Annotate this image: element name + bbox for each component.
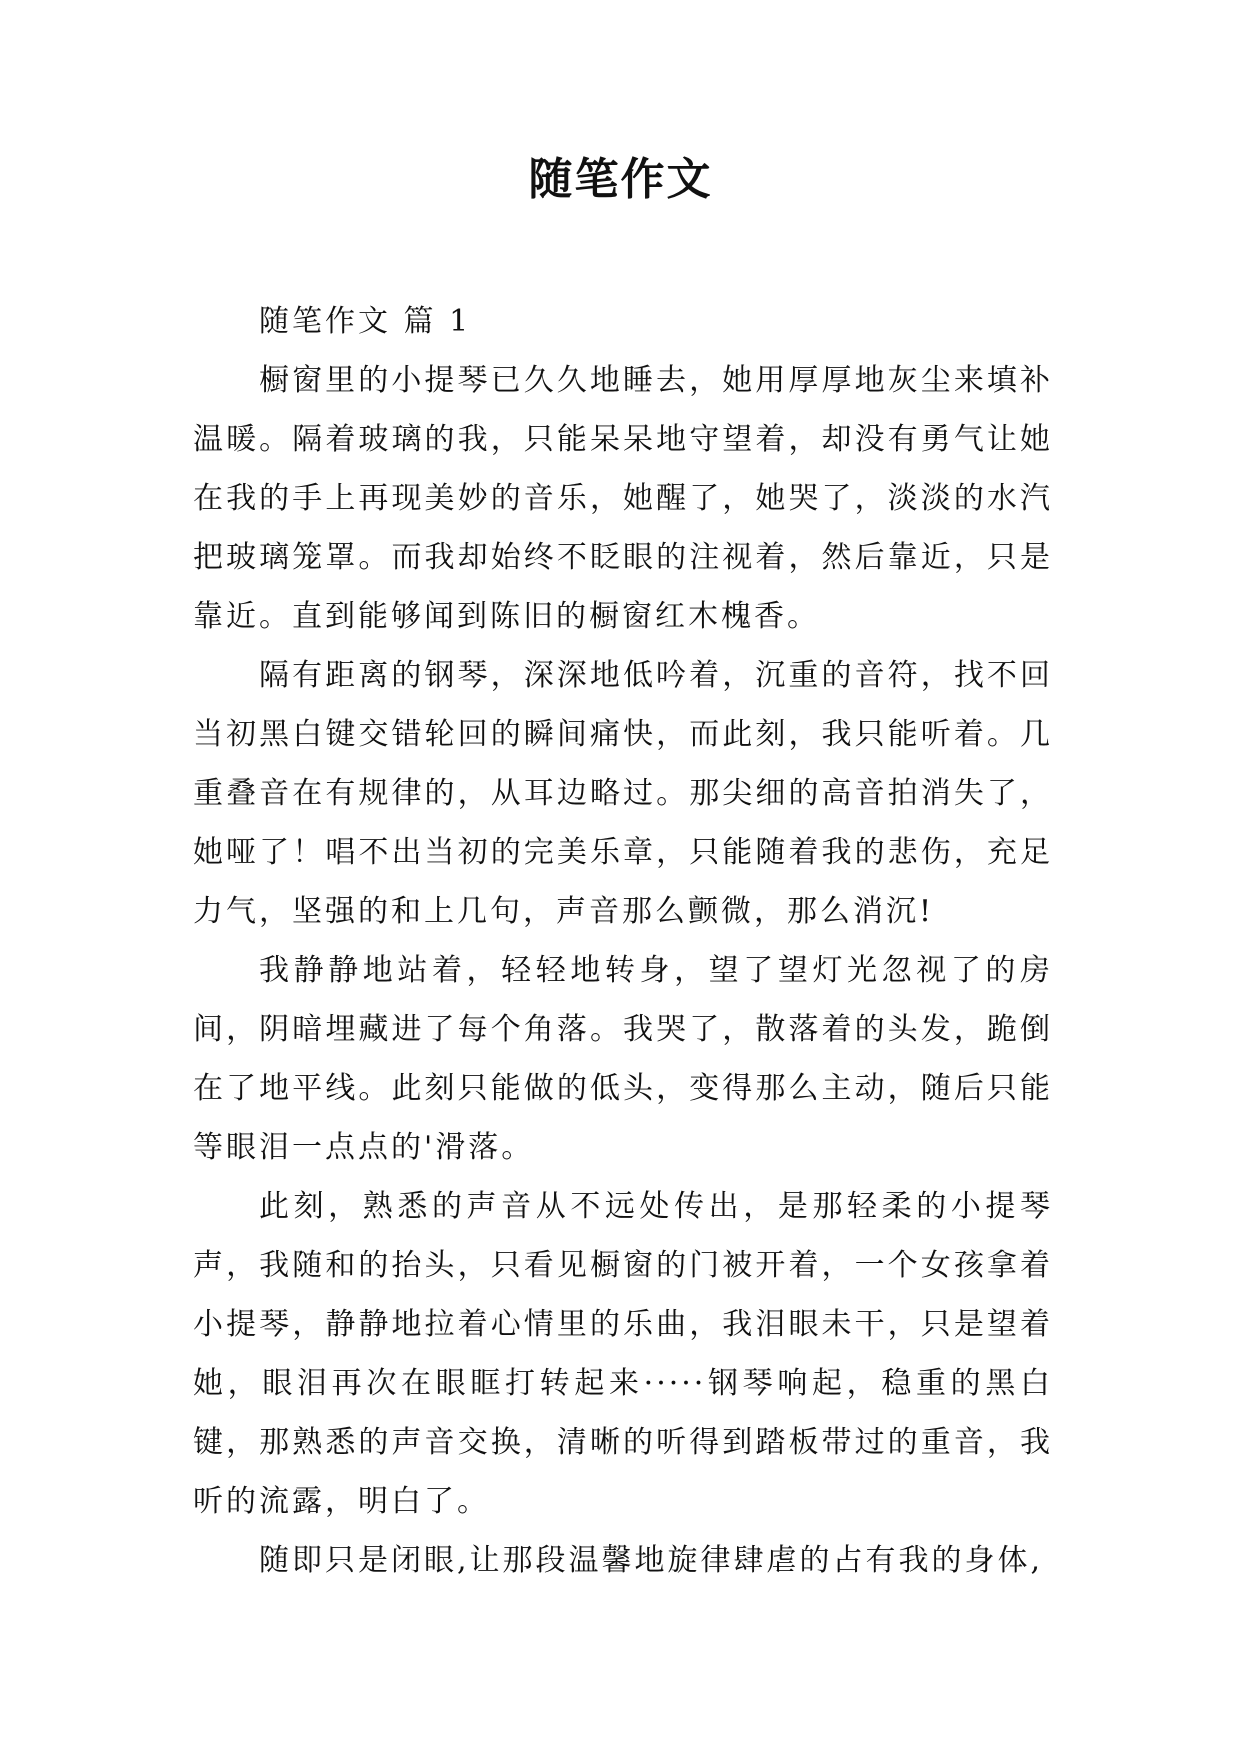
paragraph: 隔有距离的钢琴，深深地低吟着，沉重的音符，找不回当初黑白键交错轮回的瞬间痛快，而此刻，我只能听着。几重叠音在有规律的，从耳边略过。那尖细的高音拍消失了，她哑了！唱不出当初的完美乐章，只能随着我的悲伤，充足力气，坚强的和上几句，声音那么颤微，那么消沉!	[193, 658, 1053, 929]
paragraph: 我静静地站着，轻轻地转身，望了望灯光忽视了的房间，阴暗埋藏进了每个角落。我哭了，散落着的头发，跪倒在了地平线。此刻只能做的低头，变得那么主动，随后只能等眼泪一点点的'滑落。	[193, 953, 1053, 1165]
paragraph: 橱窗里的小提琴已久久地睡去，她用厚厚地灰尘来填补温暖。隔着玻璃的我，只能呆呆地守望着，却没有勇气让她在我的手上再现美妙的音乐，她醒了，她哭了，淡淡的水汽把玻璃笼罩。而我却始终不眨眼的注视着，然后靠近，只是靠近。直到能够闻到陈旧的橱窗红木槐香。	[193, 363, 1053, 634]
paragraph: 此刻，熟悉的声音从不远处传出，是那轻柔的小提琴声，我随和的抬头，只看见橱窗的门被开着，一个女孩拿着小提琴，静静地拉着心情里的乐曲，我泪眼未干，只是望着她，眼泪再次在眼眶打转起来·····钢琴响起，稳重的黑白键，那熟悉的声音交换，清晰的听得到踏板带过的重音，我听的流露，明白了。	[193, 1189, 1053, 1519]
document-title: 随笔作文	[528, 154, 713, 205]
section-heading: 随笔作文 篇 1	[259, 304, 472, 339]
document-body	[193, 292, 1053, 1590]
paragraph: 随即只是闭眼,让那段温馨地旋律肆虐的占有我的身体,	[259, 1543, 1044, 1578]
